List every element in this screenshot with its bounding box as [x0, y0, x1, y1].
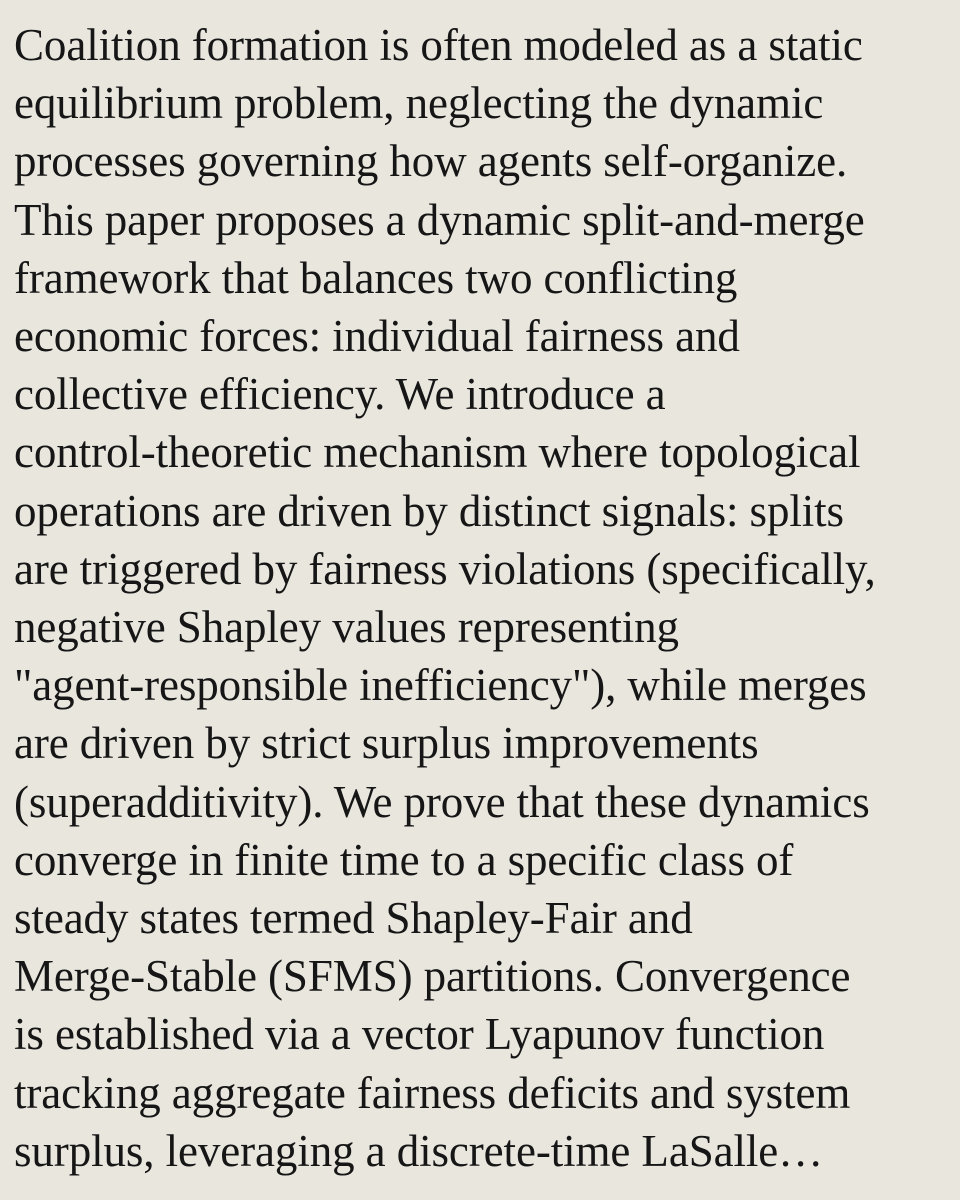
abstract-line: processes governing how agents self-organize.	[14, 136, 848, 187]
abstract-line: Coalition formation is often modeled as a static	[14, 20, 863, 70]
abstract-line: steady states termed Shapley-Fair and	[14, 893, 693, 944]
abstract-line: This paper proposes a dynamic split-and-merge	[14, 194, 865, 245]
abstract-line: "agent-responsible inefficiency"), while merges	[14, 660, 867, 711]
abstract-line: are driven by strict surplus improvements	[14, 718, 759, 769]
abstract-line: control-theoretic mechanism where topological	[14, 427, 861, 478]
abstract-line: collective efficiency. We introduce a	[14, 369, 666, 420]
abstract-line: tracking aggregate fairness deficits and system	[14, 1067, 851, 1118]
abstract-line: (superadditivity). We prove that these dynamics	[14, 776, 870, 827]
abstract-line: framework that balances two conflicting	[14, 252, 738, 303]
abstract-line: economic forces: individual fairness and	[14, 311, 740, 362]
abstract-line: Merge-Stable (SFMS) partitions. Convergence	[14, 951, 851, 1002]
abstract-line: is established via a vector Lyapunov function	[14, 1009, 825, 1060]
abstract-line: surplus, leveraging a discrete-time LaSalle…	[14, 1125, 824, 1176]
abstract-line: converge in finite time to a specific class of	[14, 834, 794, 885]
abstract-paragraph	[14, 16, 954, 1180]
abstract-line: negative Shapley values representing	[14, 602, 679, 653]
abstract-line: equilibrium problem, neglecting the dynamic	[14, 78, 824, 129]
abstract-line: operations are driven by distinct signals: splits	[14, 485, 844, 536]
abstract-line: are triggered by fairness violations (specifically,	[14, 543, 876, 594]
